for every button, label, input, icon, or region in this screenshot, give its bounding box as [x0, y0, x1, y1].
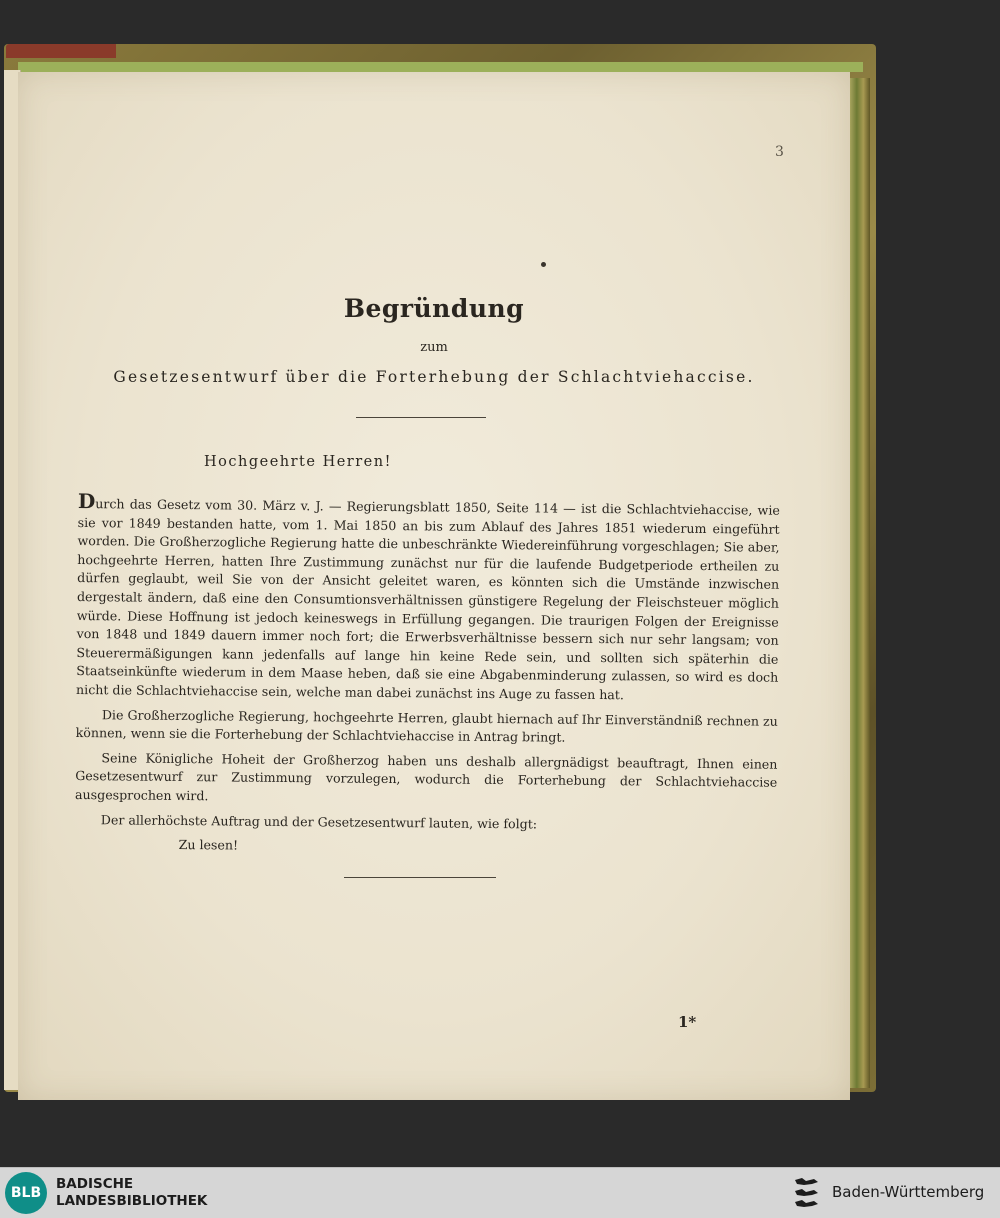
document-heading: Begründung: [343, 294, 525, 323]
cover-edge: [6, 44, 116, 58]
document-page: [18, 72, 850, 1100]
signature-mark: 1*: [678, 1013, 697, 1031]
paragraph: Der allerhöchste Auftrag und der Gesetzesentwurf lauten, wie folgt:: [100, 811, 538, 831]
coat-of-arms-lions-icon: [792, 1176, 820, 1210]
page-number: 3: [775, 144, 784, 160]
page-fore-edge: [848, 78, 870, 1088]
document-subheading: zum: [420, 340, 448, 355]
ink-dot: [541, 262, 546, 267]
paragraph: [76, 489, 780, 706]
paragraph-text: urch das Gesetz vom 30. März v. J. — Regierungsblatt 1850, Seite 114 — ist die Schlachtviehaccise, wie sie vor 1849 bestanden hatte, vom 1. Mai 1850 an bis zum Ablauf des Jahres 1851 wiederum eingeführt worden. Die Großherzogliche Regierung hatte die unbeschränkte Wiedereinführung vorgeschlagen; Sie aber, hochgeehrte Herren, hatten Ihre Zustimmung zunächst nur für die laufende Budgetperiode ertheilen zu dürfen geglaubt, weil Sie von der Ansicht geleitet waren, es könnten sich die Umstände inzwischen dergestalt ändern, daß eine den Consumtionsverhältnissen günstigere Regelung der Fleischsteuer möglich würde. Diese Hoffnung ist jedoch keineswegs in Erfüllung gegangen. Die traurigen Folgen der Ereignisse von 1848 und 1849 dauern immer noch fort; die Erwerbsverhältnisse bessern sich nur sehr langsam; von Steuerermäßigungen kann jedenfalls auf lange hin keine Rede sein, und sollten sich späterhin die Staatseinkünfte wiederum in dem Maase heben, daß sie eine Abgabenminderung zulassen, so wird es doch nicht die Schlachtviehaccise sein, welche man dabei zunächst ins Auge zu fassen hat.: [76, 496, 780, 703]
page-top-edge: [18, 62, 863, 72]
library-name[interactable]: [56, 1176, 207, 1210]
document-subtitle: Gesetzesentwurf über die Forterhebung der Schlachtviehaccise.: [113, 368, 755, 386]
closing-phrase: Zu lesen!: [178, 837, 239, 853]
initial-letter: D: [77, 489, 96, 514]
state-name[interactable]: Baden-Württemberg: [832, 1183, 985, 1201]
paragraph: Seine Königliche Hoheit der Großherzog haben uns deshalb allergnädigst beauftragt, Ihnen einen Gesetzesentwurf zur Zustimmung vorzulegen, wodurch die Forterhebung der Schlachtviehaccise ausgesprochen wird.: [75, 749, 778, 804]
blb-logo[interactable]: BLB: [5, 1172, 47, 1214]
paragraph: Die Großherzogliche Regierung, hochgeehrte Herren, glaubt hiernach auf Ihr Einverständniß rechnen zu können, wenn sie die Forterhebung der Schlachtviehaccise in Antrag bringt.: [75, 706, 778, 745]
salutation: Hochgeehrte Herren!: [204, 454, 392, 470]
library-name-line2: LANDESBIBLIOTHEK: [56, 1193, 208, 1209]
library-name-line1: BADISCHE: [56, 1176, 134, 1192]
title-divider: [356, 417, 486, 418]
end-divider: [344, 877, 496, 878]
footer-bar: [0, 1167, 1000, 1218]
body-text: [75, 489, 780, 860]
